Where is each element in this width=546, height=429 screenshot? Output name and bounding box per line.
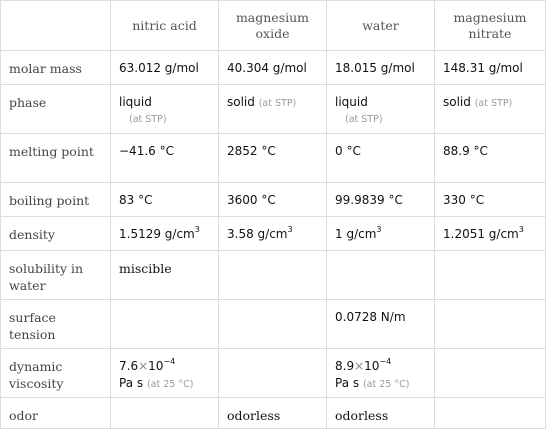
- molar-mass-magnesium-nitrate: 148.31 g/mol: [435, 51, 546, 85]
- density-value: 1.2051 g/cm: [443, 227, 519, 241]
- molar-mass-nitric-acid: 63.012 g/mol: [111, 51, 219, 85]
- melting-point-nitric-acid: −41.6 °C: [111, 134, 219, 183]
- phase-value: solid: [227, 95, 255, 109]
- surface-tension-magnesium-oxide: [219, 300, 327, 349]
- viscosity-mantissa: 8.9: [335, 359, 355, 373]
- odor-nitric-acid: [111, 398, 219, 429]
- row-melting-point: [1, 134, 546, 183]
- viscosity-note: (at 25 °C): [362, 379, 410, 390]
- solubility-nitric-acid: miscible: [111, 251, 219, 300]
- row-label-melting-point: melting point: [1, 134, 111, 183]
- solubility-water: [327, 251, 435, 300]
- unit-exponent: 3: [287, 225, 293, 234]
- row-solubility: [1, 251, 546, 300]
- surface-tension-nitric-acid: [111, 300, 219, 349]
- row-odor: [1, 398, 546, 429]
- row-label-molar-mass: molar mass: [1, 51, 111, 85]
- phase-value: solid: [443, 95, 471, 109]
- header-row: [1, 1, 546, 51]
- viscosity-base: 10: [364, 359, 380, 373]
- density-magnesium-oxide: [219, 217, 327, 251]
- molar-mass-magnesium-oxide: 40.304 g/mol: [219, 51, 327, 85]
- phase-value: liquid: [119, 95, 152, 109]
- viscosity-exponent: −4: [163, 357, 176, 366]
- density-value: 3.58 g/cm: [227, 227, 288, 241]
- melting-point-magnesium-nitrate: 88.9 °C: [435, 134, 546, 183]
- density-nitric-acid: [111, 217, 219, 251]
- dynamic-viscosity-magnesium-oxide: [219, 349, 327, 398]
- phase-magnesium-oxide: [219, 85, 327, 134]
- viscosity-exponent: −4: [379, 357, 392, 366]
- times-sign: ×: [138, 359, 149, 373]
- row-label-boiling-point: boiling point: [1, 183, 111, 217]
- density-value: 1.5129 g/cm: [119, 227, 195, 241]
- melting-point-magnesium-oxide: 2852 °C: [219, 134, 327, 183]
- row-label-solubility: solubility in water: [1, 251, 111, 300]
- dynamic-viscosity-water: [327, 349, 435, 398]
- row-dynamic-viscosity: [1, 349, 546, 398]
- row-surface-tension: [1, 300, 546, 349]
- boiling-point-water: 99.9839 °C: [327, 183, 435, 217]
- row-label-surface-tension: surface tension: [1, 300, 111, 349]
- phase-value: liquid: [335, 95, 368, 109]
- phase-water: [327, 85, 435, 134]
- column-header-magnesium-oxide: magnesium oxide: [219, 1, 327, 51]
- boiling-point-magnesium-nitrate: 330 °C: [435, 183, 546, 217]
- viscosity-unit: Pa s: [119, 376, 144, 390]
- density-magnesium-nitrate: [435, 217, 546, 251]
- odor-water: odorless: [327, 398, 435, 429]
- column-header-water: water: [327, 1, 435, 51]
- phase-note: (at STP): [258, 98, 297, 109]
- molar-mass-water: 18.015 g/mol: [327, 51, 435, 85]
- viscosity-base: 10: [148, 359, 164, 373]
- dynamic-viscosity-nitric-acid: [111, 349, 219, 398]
- viscosity-note: (at 25 °C): [146, 379, 194, 390]
- solubility-magnesium-nitrate: [435, 251, 546, 300]
- density-water: [327, 217, 435, 251]
- phase-magnesium-nitrate: [435, 85, 546, 134]
- unit-exponent: 3: [518, 225, 524, 234]
- row-molar-mass: [1, 51, 546, 85]
- odor-magnesium-oxide: odorless: [219, 398, 327, 429]
- row-label-odor: odor: [1, 398, 111, 429]
- unit-exponent: 3: [376, 225, 382, 234]
- solubility-magnesium-oxide: [219, 251, 327, 300]
- surface-tension-magnesium-nitrate: [435, 300, 546, 349]
- surface-tension-water: 0.0728 N/m: [327, 300, 435, 349]
- row-label-density: density: [1, 217, 111, 251]
- phase-note: (at STP): [345, 114, 383, 125]
- boiling-point-nitric-acid: 83 °C: [111, 183, 219, 217]
- boiling-point-magnesium-oxide: 3600 °C: [219, 183, 327, 217]
- density-value: 1 g/cm: [335, 227, 377, 241]
- column-header-nitric-acid: nitric acid: [111, 1, 219, 51]
- column-header-magnesium-nitrate: magnesium nitrate: [435, 1, 546, 51]
- phase-note: (at STP): [129, 114, 167, 125]
- odor-magnesium-nitrate: [435, 398, 546, 429]
- viscosity-mantissa: 7.6: [119, 359, 139, 373]
- unit-exponent: 3: [194, 225, 200, 234]
- row-label-dynamic-viscosity: dynamic viscosity: [1, 349, 111, 398]
- dynamic-viscosity-magnesium-nitrate: [435, 349, 546, 398]
- row-phase: [1, 85, 546, 134]
- times-sign: ×: [354, 359, 365, 373]
- melting-point-water: 0 °C: [327, 134, 435, 183]
- phase-note: (at STP): [474, 98, 513, 109]
- row-boiling-point: [1, 183, 546, 217]
- phase-nitric-acid: [111, 85, 219, 134]
- viscosity-unit: Pa s: [335, 376, 360, 390]
- row-density: [1, 217, 546, 251]
- corner-cell: [1, 1, 111, 51]
- row-label-phase: phase: [1, 85, 111, 134]
